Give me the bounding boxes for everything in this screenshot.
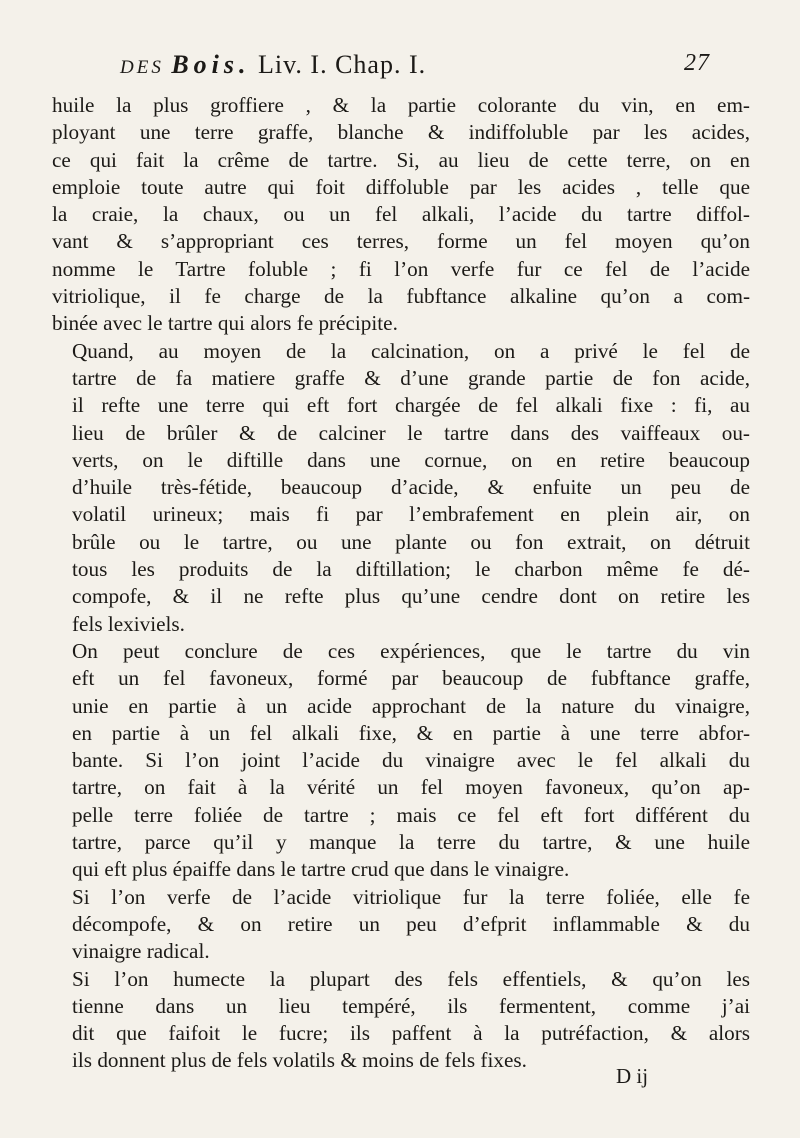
paragraph xyxy=(52,966,750,1075)
text-line: volatil urineux; mais fi par l’embrafement en plein air, on xyxy=(72,502,750,527)
running-title-bois: Bois. xyxy=(171,50,251,79)
running-title xyxy=(120,50,426,80)
text-line: ployant une terre graffe, blanche & indiffoluble par les acides, xyxy=(52,120,750,145)
text-line: tartre, on fait à la vérité un fel moyen favoneux, qu’on ap- xyxy=(72,775,750,800)
running-header xyxy=(120,50,710,90)
text-line: compofe, & il ne refte plus qu’une cendre dont on retire les xyxy=(72,584,750,609)
text-line: On peut conclure de ces expériences, que le tartre du vin xyxy=(72,638,750,663)
text-line: vinaigre radical. xyxy=(72,939,210,964)
text-line: bante. Si l’on joint l’acide du vinaigre avec le fel alkali du xyxy=(72,748,750,773)
text-line: dit que faifoit le fucre; ils paffent à la putréfaction, & alors xyxy=(72,1021,750,1046)
text-line: il refte une terre qui eft fort chargée de fel alkali fixe : fi, au xyxy=(72,393,750,418)
text-line: décompofe, & on retire un peu d’efprit inflammable & du xyxy=(72,911,750,936)
text-line: Si l’on humecte la plupart des fels effentiels, & qu’on les xyxy=(72,966,750,991)
text-line: tous les produits de la diftillation; le charbon même fe dé- xyxy=(72,557,750,582)
text-line: ils donnent plus de fels volatils & moins de fels fixes. xyxy=(72,1048,527,1073)
text-line: verts, on le diftille dans une cornue, on en retire beaucoup xyxy=(72,447,750,472)
text-line: tartre, parce qu’il y manque la terre du tartre, & une huile xyxy=(72,830,750,855)
body-text xyxy=(52,92,750,1075)
text-line: qui eft plus épaiffe dans le tartre crud que dans le vinaigre. xyxy=(72,857,570,882)
page-number: 27 xyxy=(684,50,710,76)
text-line: Si l’on verfe de l’acide vitriolique fur la terre foliée, elle fe xyxy=(72,884,750,909)
text-line: binée avec le tartre qui alors fe précipite. xyxy=(52,311,398,336)
paragraph xyxy=(52,884,750,966)
text-line: lieu de brûler & de calciner le tartre dans des vaiffeaux ou- xyxy=(72,420,750,445)
text-line: en partie à un fel alkali fixe, & en partie à une terre abfor- xyxy=(72,720,750,745)
text-line: Quand, au moyen de la calcination, on a privé le fel de xyxy=(72,338,750,363)
text-line: d’huile très-fétide, beaucoup d’acide, & enfuite un peu de xyxy=(72,475,750,500)
text-line: fels lexiviels. xyxy=(72,611,185,636)
text-line: eft un fel favoneux, formé par beaucoup de fubftance graffe, xyxy=(72,666,750,691)
text-line: emploie toute autre qui foit diffoluble par les acides , telle que xyxy=(52,174,750,199)
text-line: vant & s’appropriant ces terres, forme un fel moyen qu’on xyxy=(52,229,750,254)
text-line: ce qui fait la crême de tartre. Si, au lieu de cette terre, on en xyxy=(52,147,750,172)
paragraph xyxy=(52,638,750,884)
text-line: vitriolique, il fe charge de la fubftance alkaline qu’on a com- xyxy=(52,284,750,309)
running-title-chapter: Liv. I. Chap. I. xyxy=(258,50,427,79)
text-line: nomme le Tartre foluble ; fi l’on verfe fur ce fel de l’acide xyxy=(52,256,750,281)
text-line: pelle terre foliée de tartre ; mais ce fel eft fort différent du xyxy=(72,802,750,827)
text-line: unie en partie à un acide approchant de la nature du vinaigre, xyxy=(72,693,750,718)
text-line: tartre de fa matiere graffe & d’une grande partie de fon acide, xyxy=(72,365,750,390)
text-line: huile la plus groffiere , & la partie colorante du vin, en em- xyxy=(52,93,750,117)
text-line: tienne dans un lieu tempéré, ils fermentent, comme j’ai xyxy=(72,993,750,1018)
text-line: la craie, la chaux, ou un fel alkali, l’acide du tartre diffol- xyxy=(52,202,750,227)
signature-mark: D ij xyxy=(616,1064,649,1088)
paragraph xyxy=(52,92,750,338)
running-title-des: DES xyxy=(120,57,164,78)
paragraph xyxy=(52,338,750,638)
text-line: brûle ou le tartre, ou une plante ou fon extrait, on détruit xyxy=(72,529,750,554)
